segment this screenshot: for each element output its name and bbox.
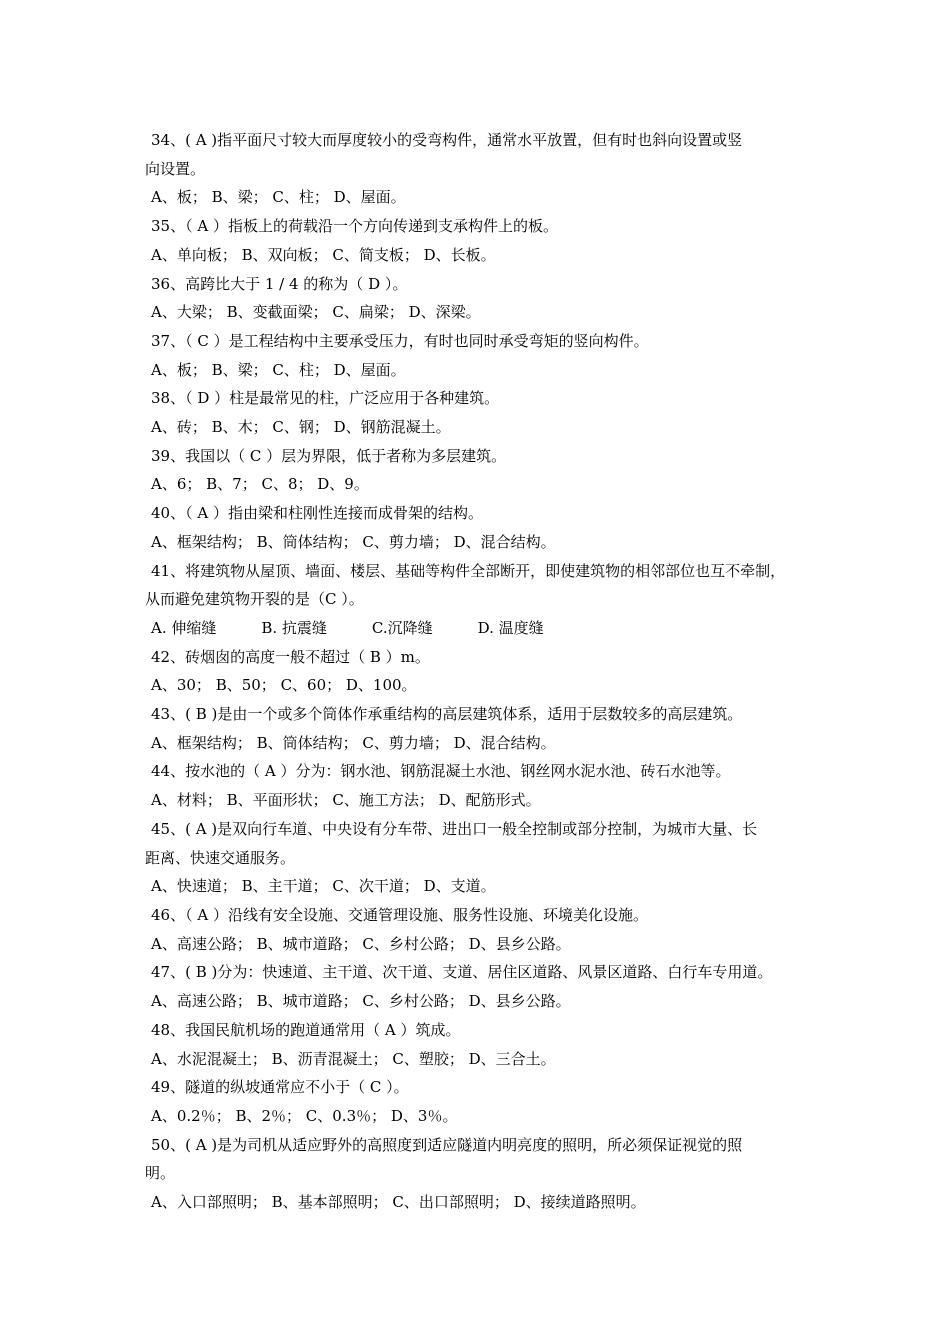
question-list bbox=[145, 126, 813, 1217]
text-line: 34、( A )指平面尺寸较大而厚度较小的受弯构件，通常水平放置，但有时也斜向设置或竖 bbox=[151, 131, 743, 149]
text-line: 向设置。 bbox=[145, 159, 206, 178]
text-line: 距离、快速交通服务。 bbox=[145, 848, 296, 867]
answer-options: A、水泥混凝土； B、沥青混凝土； C、塑胶； D、三合土。 bbox=[151, 1049, 556, 1068]
text-line: 36、高跨比大于 1 / 4 的称为（ D ）。 bbox=[151, 274, 408, 293]
text-line: 49、隧道的纵坡通常应不小于（ C ）。 bbox=[151, 1078, 409, 1097]
answer-options: A、30； B、50； C、60； D、100。 bbox=[151, 676, 417, 695]
answer-options: A、入口部照明； B、基本部照明； C、出口部照明； D、接续道路照明。 bbox=[151, 1193, 646, 1212]
answer-options: A、框架结构； B、筒体结构； C、剪力墙； D、混合结构。 bbox=[151, 733, 556, 752]
text-line: 35、（ A ）指板上的荷载沿一个方向传递到支承构件上的板。 bbox=[151, 217, 558, 236]
text-line: 43、( B )是由一个或多个筒体作承重结构的高层建筑体系，适用于层数较多的高层建筑。 bbox=[151, 705, 743, 724]
answer-options: A、高速公路； B、城市道路； C、乡村公路； D、县乡公路。 bbox=[151, 992, 571, 1011]
text-line: 50、( A )是为司机从适应野外的高照度到适应隧道内明亮度的照明，所必须保证视觉的照 bbox=[151, 1135, 743, 1154]
answer-options: A、砖； B、木； C、钢； D、钢筋混凝土。 bbox=[151, 418, 451, 437]
answer-options: A、框架结构； B、筒体结构； C、剪力墙； D、混合结构。 bbox=[151, 532, 556, 551]
text-line: 44、按水池的（ A ）分为：钢水池、钢筋混凝土水池、钢丝网水泥水池、砖石水池等。 bbox=[151, 762, 731, 781]
answer-options: A、6； B、7； C、8； D、9。 bbox=[151, 475, 369, 494]
answer-options: A、板； B、梁； C、柱； D、屋面。 bbox=[151, 188, 406, 207]
text-line: 从而避免建筑物开裂的是（C ）。 bbox=[145, 590, 364, 609]
answer-options: A、高速公路； B、城市道路； C、乡村公路； D、县乡公路。 bbox=[151, 934, 571, 953]
text-line: 46、（ A ）沿线有安全设施、交通管理设施、服务性设施、环境美化设施。 bbox=[151, 905, 648, 924]
text-line: 38、（ D ）柱是最常见的柱，广泛应用于各种建筑。 bbox=[151, 389, 500, 408]
text-line: 48、我国民航机场的跑道通常用（ A ）筑成。 bbox=[151, 1020, 461, 1039]
answer-options: A、材料； B、平面形状； C、施工方法； D、配筋形式。 bbox=[151, 791, 541, 810]
answer-options: A、单向板； B、双向板； C、简支板； D、长板。 bbox=[151, 245, 496, 264]
text-line: 42、砖烟囱的高度一般不超过（ B ）m。 bbox=[151, 647, 430, 666]
answer-options: A、0.2％； B、2％； C、0.3％； D、3％。 bbox=[151, 1106, 458, 1125]
text-line: 45、( A )是双向行车道、中央设有分车带、进出口一般全控制或部分控制，为城市大量、长 bbox=[151, 819, 758, 838]
answer-options: A. 伸缩缝 B. 抗震缝 C.沉降缝 D. 温度缝 bbox=[151, 618, 544, 637]
text-line: 39、我国以（ C ）层为界限，低于者称为多层建筑。 bbox=[151, 446, 507, 465]
answer-options: A、大梁； B、变截面梁； C、扁梁； D、深梁。 bbox=[151, 303, 481, 322]
answer-options: A、快速道； B、主干道； C、次干道； D、支道。 bbox=[151, 877, 496, 896]
text-line: 47、( B )分为：快速道、主干道、次干道、支道、居住区道路、风景区道路、白行车专用道。 bbox=[151, 963, 773, 982]
text-line: 40、（ A ）指由梁和柱刚性连接而成骨架的结构。 bbox=[151, 504, 483, 523]
text-line: 明。 bbox=[145, 1164, 176, 1183]
answer-options: A、板； B、梁； C、柱； D、屋面。 bbox=[151, 360, 406, 379]
text-line: 37、（ C ）是工程结构中主要承受压力，有时也同时承受弯矩的竖向构件。 bbox=[151, 331, 649, 350]
text-line: 41、将建筑物从屋顶、墙面、楼层、基础等构件全部断开，即使建筑物的相邻部位也互不牵制， bbox=[151, 561, 786, 580]
